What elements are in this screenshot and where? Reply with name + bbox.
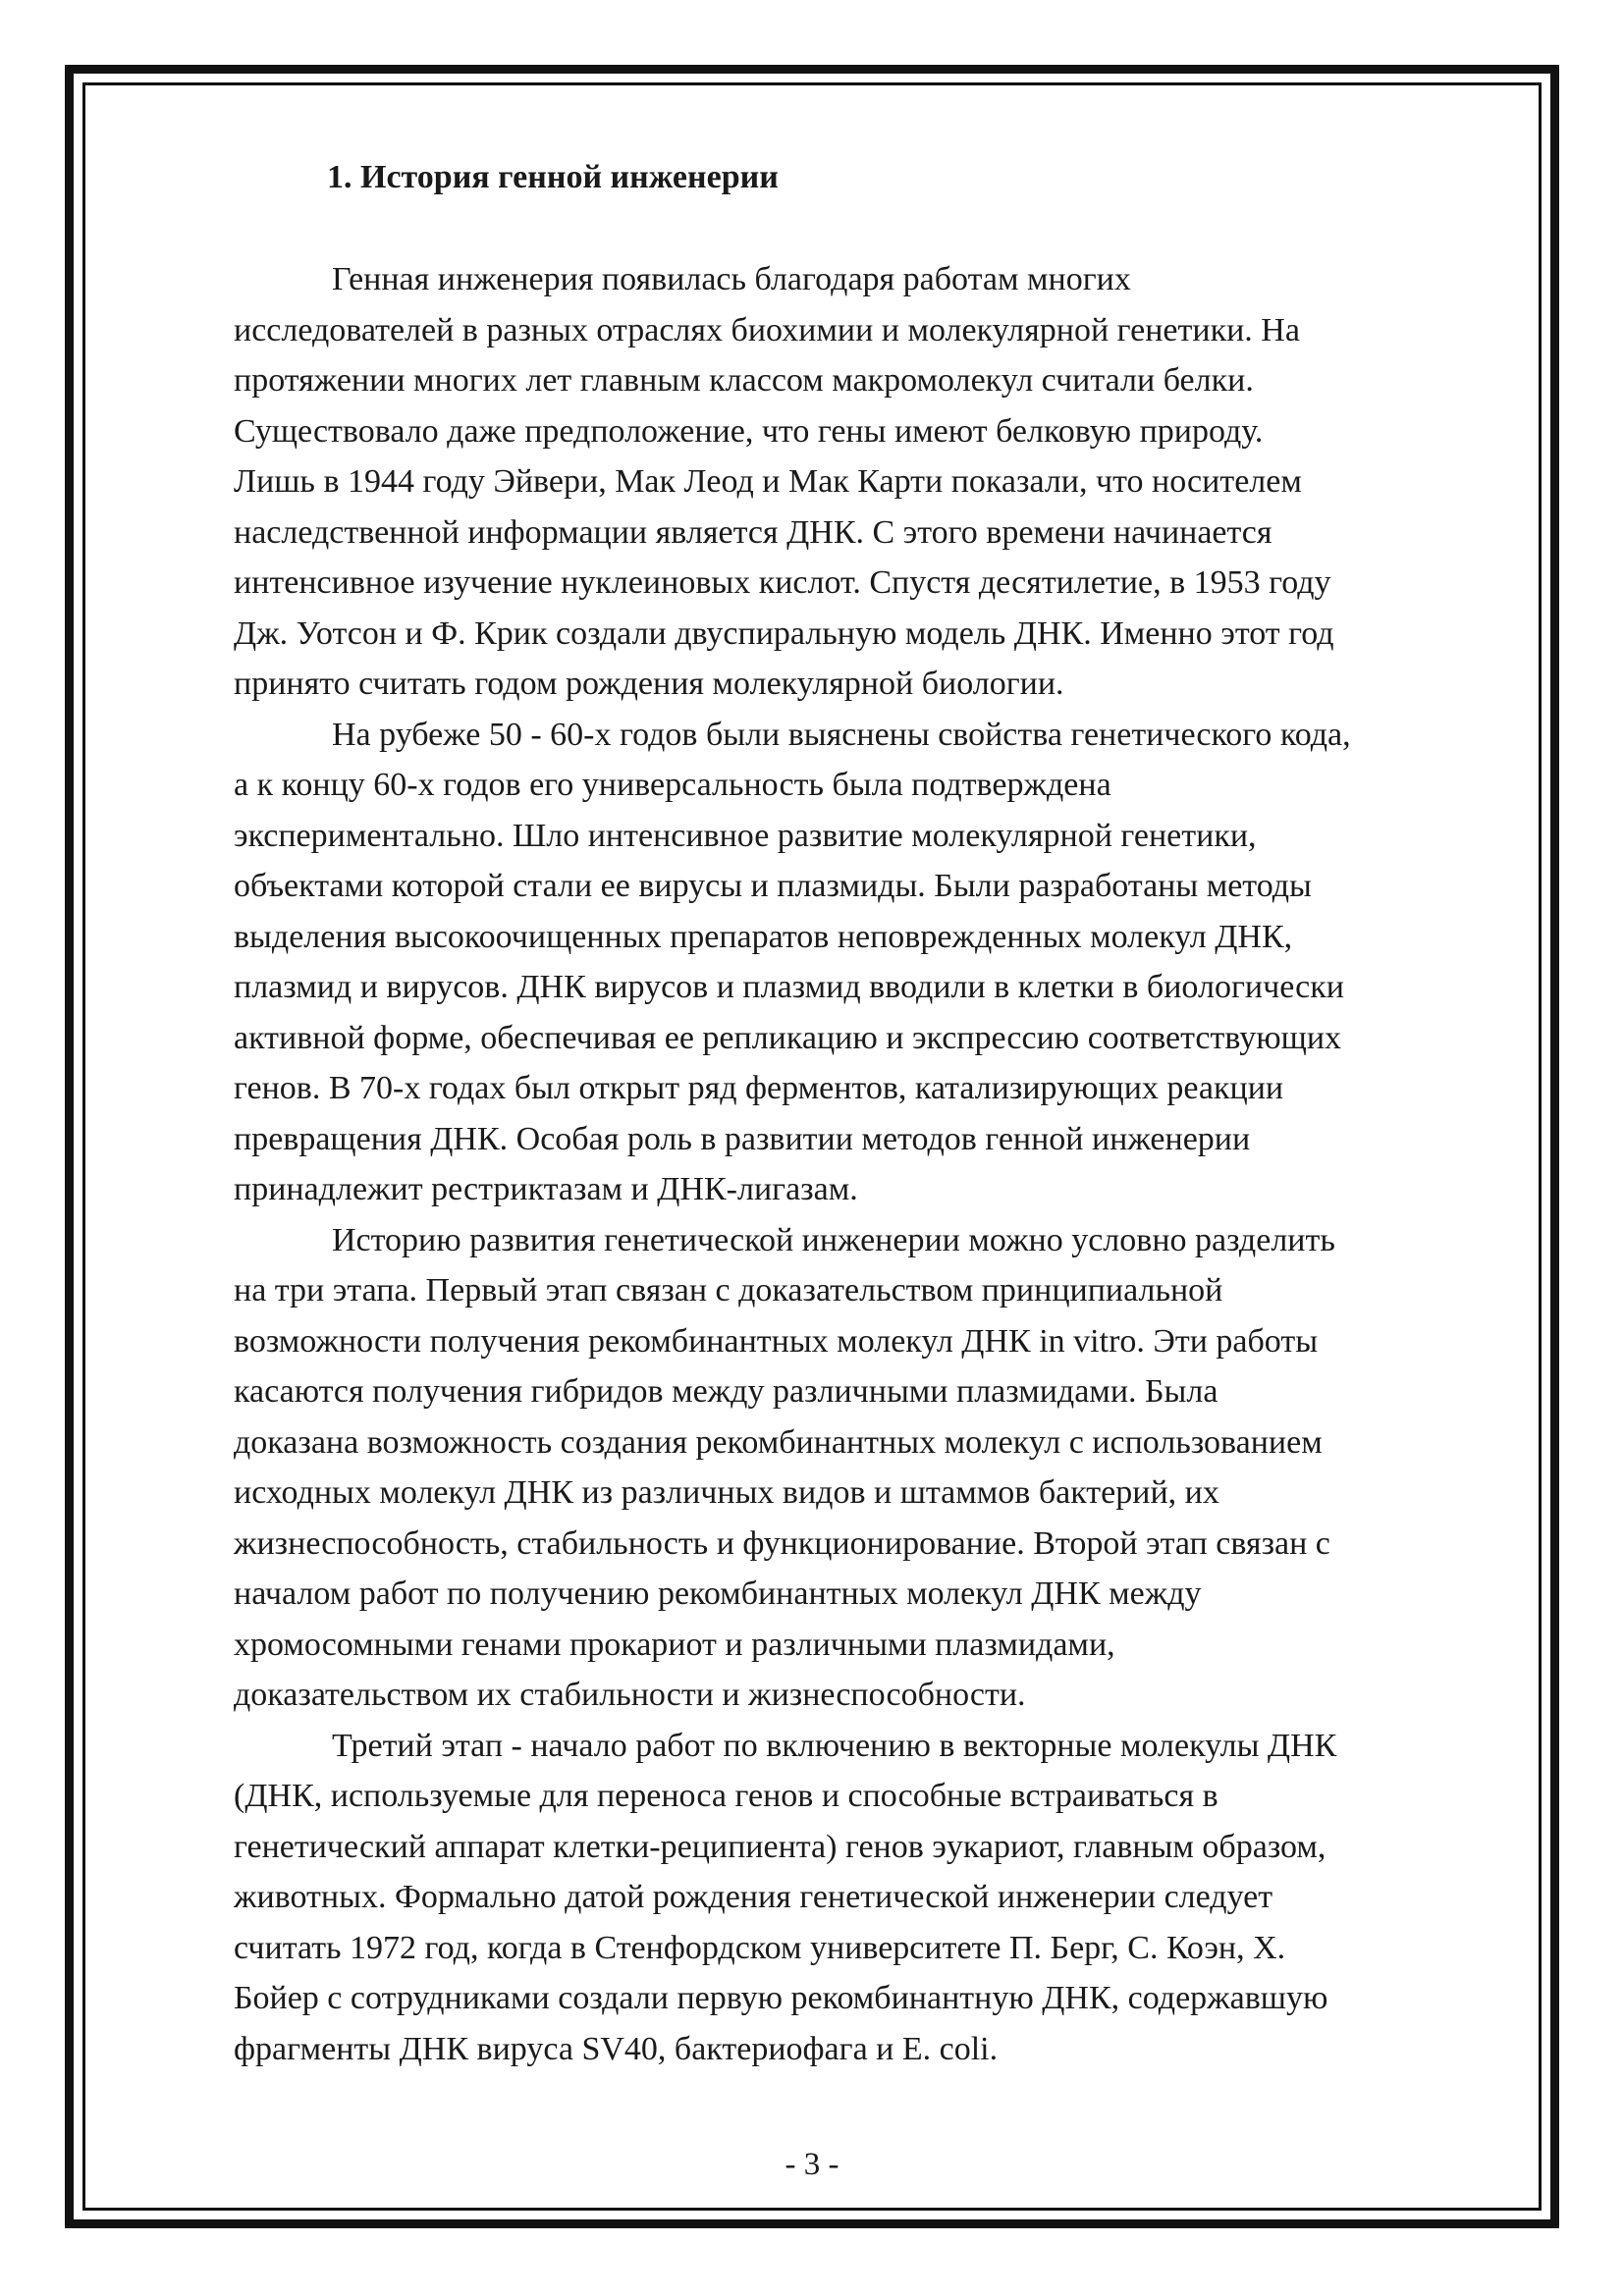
text-line: на три этапа. Первый этап связан с доказательством принципиальной [234, 1272, 1223, 1308]
text-line: касаются получения гибридов между различными плазмидами. Была [234, 1373, 1218, 1410]
page-number: - 3 - [785, 2147, 839, 2182]
text-line: а к концу 60-х годов его универсальность была подтверждена [234, 767, 1111, 803]
text-line: Существовало даже предположение, что гены имеют белковую природу. [234, 412, 1264, 450]
text-line: превращения ДНК. Особая роль в развитии методов генной инженерии [234, 1120, 1251, 1157]
text-line: Генная инженерия появилась благодаря работам многих [332, 261, 1131, 297]
text-line: Третий этап - начало работ по включению в векторные молекулы ДНК [332, 1727, 1337, 1764]
text-line: Бойер с сотрудниками создали первую рекомбинантную ДНК, содержавшую [234, 1980, 1328, 2016]
text-line: хромосомными генами прокариот и различными плазмидами, [234, 1626, 1115, 1663]
document-content [234, 152, 1512, 2074]
text-line: доказана возможность создания рекомбинантных молекул с использованием [234, 1423, 1323, 1461]
text-line: плазмид и вирусов. ДНК вирусов и плазмид вводили в клетки в биологически [234, 969, 1344, 1005]
text-line: На рубеже 50 - 60-х годов были выяснены свойства генетического кода, [332, 716, 1351, 753]
text-line: считать 1972 год, когда в Стенфордском университете П. Берг, С. Коэн, Х. [234, 1929, 1286, 1966]
text-line: принадлежит рестриктазам и ДНК-лигазам. [234, 1171, 858, 1207]
text-line: интенсивное изучение нуклеиновых кислот. Спустя десятилетие, в 1953 году [234, 564, 1331, 601]
text-line: активной форме, обеспечивая ее репликацию и экспрессию соответствующих [234, 1019, 1342, 1056]
text-line: (ДНК, используемые для переноса генов и способные встраиваться в [234, 1778, 1218, 1814]
text-line: фрагменты ДНК вируса SV40, бактериофага и E. coli. [234, 2030, 999, 2067]
text-line: животных. Формально датой рождения генетической инженерии следует [234, 1879, 1273, 1915]
body-text [234, 254, 1512, 2074]
text-line: возможности получения рекомбинантных молекул ДНК in vitro. Эти работы [234, 1322, 1319, 1360]
text-line: Лишь в 1944 году Эйвери, Мак Леод и Мак Карти показали, что носителем [234, 463, 1302, 500]
text-line: исходных молекул ДНК из различных видов и штаммов бактерий, их [234, 1474, 1219, 1511]
text-line: Историю развития генетической инженерии можно условно разделить [332, 1221, 1335, 1258]
text-line: исследователей в разных отраслях биохимии и молекулярной генетики. На [234, 311, 1300, 348]
text-line: началом работ по получению рекомбинантных молекул ДНК между [234, 1575, 1202, 1612]
section-heading: 1. История генной инженерии [327, 159, 779, 195]
text-line: генов. В 70-х годах был открыт ряд ферментов, катализирующих реакции [234, 1070, 1284, 1106]
text-line: наследственной информации является ДНК. С этого времени начинается [234, 513, 1272, 551]
text-line: объектами которой стали ее вирусы и плазмиды. Были разработаны методы [234, 868, 1312, 904]
text-line: принято считать годом рождения молекулярной биологии. [234, 666, 1064, 702]
text-line: выделения высокоочищенных препаратов неповрежденных молекул ДНК, [234, 918, 1293, 955]
text-line: экспериментально. Шло интенсивное развитие молекулярной генетики, [234, 817, 1257, 854]
text-line: Дж. Уотсон и Ф. Крик создали двуспиральную модель ДНК. Именно этот год [234, 614, 1334, 652]
text-line: доказательством их стабильности и жизнеспособности. [234, 1677, 1026, 1713]
text-line: жизнеспособность, стабильность и функционирование. Второй этап связан с [234, 1524, 1330, 1562]
text-line: генетический аппарат клетки-реципиента) генов эукариот, главным образом, [234, 1828, 1326, 1865]
text-line: протяжении многих лет главным классом макромолекул считали белки. [234, 362, 1254, 399]
